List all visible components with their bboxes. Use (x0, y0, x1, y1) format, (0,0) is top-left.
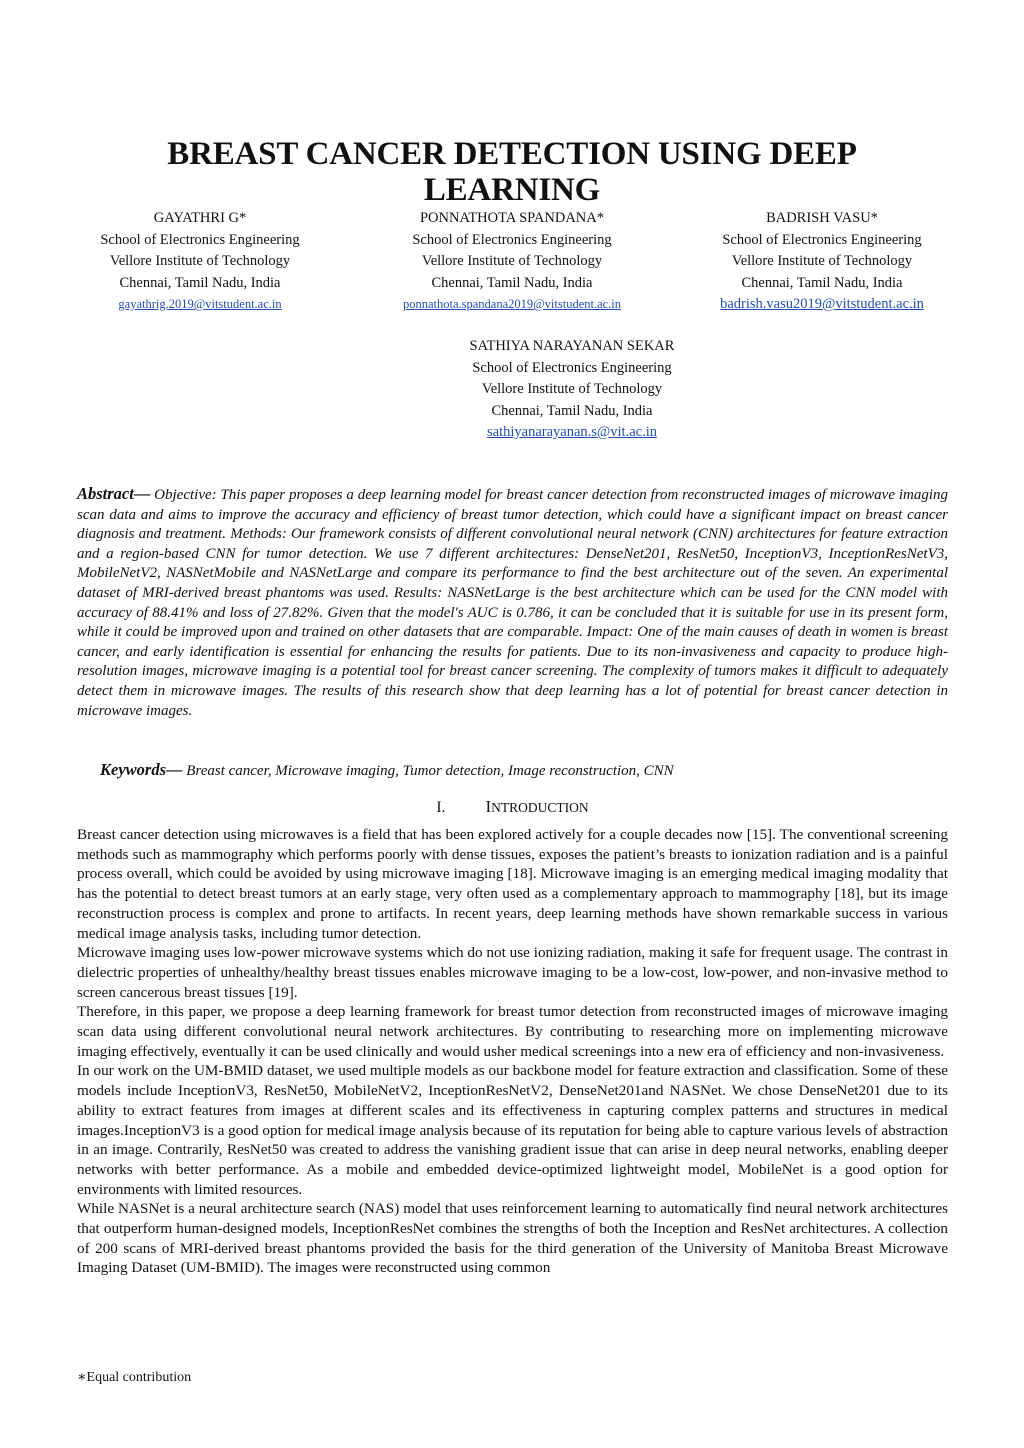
footnote: ∗Equal contribution (77, 1370, 192, 1385)
section-number: I. (436, 799, 446, 816)
keywords-text: Breast cancer, Microwave imaging, Tumor detection, Image reconstruction, CNN (186, 763, 674, 779)
author-email-link[interactable]: sathiyanarayanan.s@vit.ac.in (487, 424, 657, 440)
author-name: SATHIYA NARAYANAN SEKAR (469, 338, 675, 354)
author-institute: Vellore Institute of Technology (731, 253, 913, 269)
author-dept: School of Electronics Engineering (722, 231, 922, 248)
author-institute: Vellore Institute of Technology (481, 381, 663, 397)
paragraph: Therefore, in this paper, we propose a deep learning framework for breast tumor detection from reconstructed images of microwave imaging scan data using different convolutional neural network architectures. By contributing to researching more on implementing microwave imaging effectively, eventually it can be used clinically and would usher medical screenings into a new era of efficiency and non-invasiveness. (77, 1003, 948, 1060)
author-email-link[interactable]: badrish.vasu2019@vitstudent.ac.in (720, 296, 924, 312)
abstract (77, 484, 948, 721)
author-email-link[interactable]: ponnathota.spandana2019@vitstudent.ac.in (402, 297, 622, 311)
author-block (60, 208, 964, 440)
author-location: Chennai, Tamil Nadu, India (431, 274, 593, 291)
section-heading-introduction (77, 797, 948, 818)
paper-title: BREAST CANCER DETECTION USING DEEP LEARNING (167, 136, 857, 208)
author-name: GAYATHRI G* (153, 210, 247, 226)
paragraph: While NASNet is a neural architecture search (NAS) model that uses reinforcement learning to automatically find neural network architectures that outperform human-designed models, InceptionResNet combines the strengths of both the Inception and ResNet architectures. A collection of 200 scans of MRI-derived breast phantoms provided the basis for the third generation of the University of Manitoba Breast Microwave Imaging Dataset (UM-BMID). The images were reconstructed using common (77, 1200, 948, 1277)
author-dept: School of Electronics Engineering (100, 231, 300, 248)
paragraph: In our work on the UM-BMID dataset, we used multiple models as our backbone model for feature extraction and classification. Some of these models include InceptionV3, ResNet50, MobileNetV2, InceptionResNetV2, DenseNet201and NASNet. We chose DenseNet201 due to its ability to extract features from images at different scales and its effectiveness in capturing complex patterns and structures in medical images.InceptionV3 is a good option for medical image analysis because of its reputation for being able to capture various levels of abstraction in an image. Contrarily, ResNet50 was created to address the vanishing gradient issue that can arise in deep neural networks, enabling deeper networks with better performance. As a mobile and embedded device-optimized lightweight model, MobileNet is a good option for environments with limited resources. (77, 1062, 948, 1198)
author-institute: Vellore Institute of Technology (109, 253, 291, 269)
abstract-text: Objective: This paper proposes a deep learning model for breast cancer detection from reconstructed images of microwave imaging scan data and aims to improve the accuracy and efficiency of breast tumor detection, which could have a significant impact on breast cancer diagnosis and treatment. Methods: Our framework consists of different convolutional neural network (CNN) architectures for feature extraction and a region-based CNN for tumor detection. We use 7 different architectures: DenseNet201, ResNet50, InceptionV3, InceptionResNetV3, MobileNetV2, NASNetMobile and NASNetLarge and compare its performance to find the best architecture out of the seven. An experimental dataset of MRI-derived breast phantoms was used. Results: NASNetLarge is the best architecture which can be used for the CNN model with accuracy of 88.41% and loss of 27.82%. Given that the model's AUC is 0.786, it can be concluded that it is suitable for use in its present form, while it could be improved upon and trained on other datasets that are comparable. Impact: One of the main causes of death in women is breast cancer, and early identification is essential for enhancing the results for patients. Due to its non-invasiveness and capacity to produce high-resolution images, microwave imaging is a potential tool for breast cancer screening. The complexity of tumors makes it difficult to adequately detect them in microwave images. The results of this research show that deep learning has a lot of potential for breast cancer detection in microwave images. (77, 487, 948, 719)
introduction-body (77, 825, 948, 1278)
author-email-link[interactable]: gayathrig.2019@vitstudent.ac.in (118, 297, 282, 311)
section-title-rest: NTRODUCTION (491, 800, 589, 815)
author-location: Chennai, Tamil Nadu, India (119, 274, 281, 291)
author-3 (672, 208, 972, 316)
author-2 (362, 208, 662, 316)
author-dept: School of Electronics Engineering (412, 231, 612, 248)
author-name: PONNATHOTA SPANDANA* (419, 210, 604, 226)
paragraph: Microwave imaging uses low-power microwave systems which do not use ionizing radiation, making it safe for frequent usage. The contrast in dielectric properties of unhealthy/healthy breast tissues enables microwave imaging to be a low-cost, low-power, and non-invasive method to screen cancerous breast tissues [19]. (77, 944, 948, 1001)
author-institute: Vellore Institute of Technology (421, 253, 603, 269)
author-dept: School of Electronics Engineering (472, 359, 672, 376)
author-location: Chennai, Tamil Nadu, India (491, 402, 653, 419)
section-title-initial: I (485, 797, 492, 816)
paragraph: Breast cancer detection using microwaves is a field that has been explored actively for a couple decades now [15]. The conventional screening methods such as mammography which performs poorly with dense tissues, exposes the patient’s breasts to ionization radiation and is a painful process overall, which could be avoided by using microwave imaging [18]. Microwave imaging is an emerging medical imaging modality that has the potential to detect breast tumors at an early stage, very often used as a complementary approach to mammography [18], but its image reconstruction process is complex and prone to artifacts. In recent years, deep learning methods have shown remarkable success in various medical image analysis tasks, including tumor detection. (77, 826, 948, 942)
author-1 (50, 208, 350, 316)
author-name: BADRISH VASU* (766, 210, 878, 226)
keywords-label: Keywords— (100, 760, 183, 779)
author-location: Chennai, Tamil Nadu, India (741, 274, 903, 291)
abstract-label: Abstract— (77, 484, 151, 503)
keywords (100, 760, 950, 781)
author-4 (422, 336, 722, 444)
